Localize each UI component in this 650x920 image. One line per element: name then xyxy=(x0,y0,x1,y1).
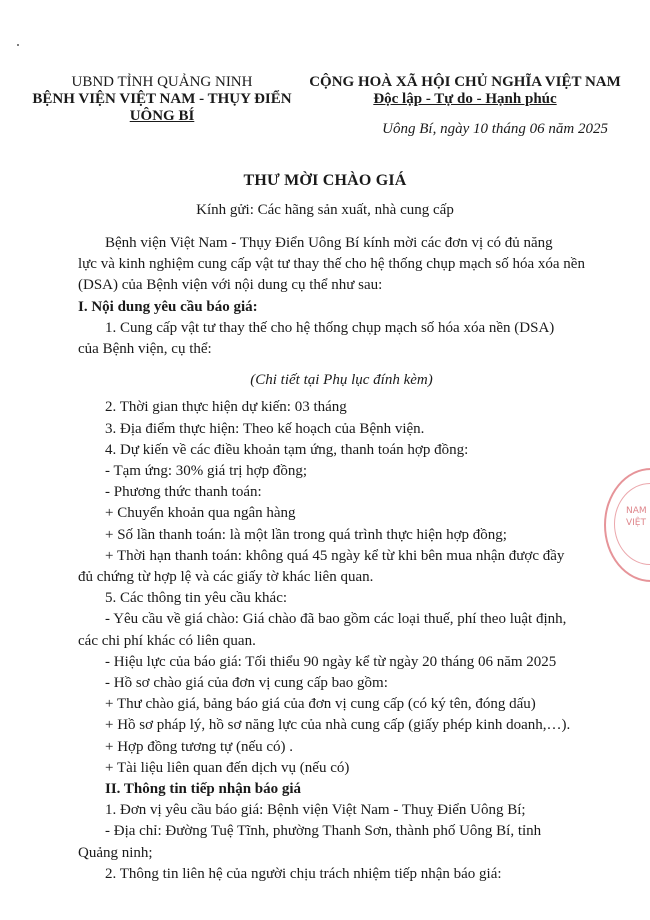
body-line: + Chuyển khoản qua ngân hàng xyxy=(105,505,296,522)
body-line: - Địa chỉ: Đường Tuệ Tĩnh, phường Thanh Sơn, thành phố Uông Bí, tỉnh xyxy=(105,823,542,840)
body-line: 2. Thông tin liên hệ của người chịu trách nhiệm tiếp nhận báo giá: xyxy=(105,865,502,882)
body-line: - Hiệu lực của báo giá: Tối thiểu 90 ngày kể từ ngày 20 tháng 06 năm 2025 xyxy=(105,653,557,670)
seal-lettering: NAM VIỆT xyxy=(626,506,647,528)
body-line: + Hồ sơ pháp lý, hồ sơ năng lực của nhà cung cấp (giấy phép kinh doanh,…). xyxy=(105,717,571,734)
header-left xyxy=(22,74,302,125)
issuing-authority: UBND TỈNH QUẢNG NINH xyxy=(71,74,253,90)
body-line: 2. Thời gian thực hiện dự kiến: 03 tháng xyxy=(105,399,347,416)
body-line: lực và kinh nghiệm cung cấp vật tư thay thế cho hệ thống chụp mạch số hóa xóa nền xyxy=(78,256,585,273)
national-motto: Độc lập - Tự do - Hạnh phúc xyxy=(373,91,557,107)
body-line: 4. Dự kiến về các điều khoản tạm ứng, thanh toán hợp đồng: xyxy=(105,441,469,458)
section-heading-2: II. Thông tin tiếp nhận báo giá xyxy=(105,781,302,798)
body-line: + Số lần thanh toán: là một lần trong quá trình thực hiện hợp đồng; xyxy=(105,526,507,543)
body-line: 3. Địa điểm thực hiện: Theo kế hoạch của Bệnh viện. xyxy=(105,420,425,437)
body-line: + Hợp đồng tương tự (nếu có) . xyxy=(105,738,294,755)
body-line: + Thư chào giá, bảng báo giá của đơn vị cung cấp (có ký tên, đóng dấu) xyxy=(105,696,536,713)
body-line: - Hồ sơ chào giá của đơn vị cung cấp bao gồm: xyxy=(105,675,388,692)
document-body xyxy=(78,233,605,885)
body-line: - Tạm ứng: 30% giá trị hợp đồng; xyxy=(105,463,308,480)
recipient-line: Kính gửi: Các hãng sản xuất, nhà cung cấp xyxy=(196,202,454,218)
document-date: Uông Bí, ngày 10 tháng 06 năm 2025 xyxy=(382,121,608,137)
body-line: của Bệnh viện, cụ thể: xyxy=(78,341,212,358)
national-title: CỘNG HOÀ XÃ HỘI CHỦ NGHĨA VIỆT NAM xyxy=(309,74,621,90)
body-line: - Phương thức thanh toán: xyxy=(105,484,262,501)
body-line: 5. Các thông tin yêu cầu khác: xyxy=(105,590,288,607)
section-heading-1: I. Nội dung yêu cầu báo giá: xyxy=(78,298,258,315)
hospital-name: BỆNH VIỆN VIỆT NAM - THỤY ĐIỂN xyxy=(32,91,292,107)
body-line: Quảng ninh; xyxy=(78,844,153,861)
body-line: (DSA) của Bệnh viện với nội dung cụ thể như sau: xyxy=(78,277,383,294)
hospital-name-line2: UÔNG BÍ xyxy=(129,108,195,124)
header-right xyxy=(300,74,630,108)
body-line: - Yêu cầu về giá chào: Giá chào đã bao gồm các loại thuế, phí theo luật định, xyxy=(105,611,567,628)
appendix-note: (Chi tiết tại Phụ lục đính kèm) xyxy=(250,372,433,389)
body-line: + Tài liệu liên quan đến dịch vụ (nếu có) xyxy=(105,759,350,776)
body-line: các chi phí khác có liên quan. xyxy=(78,632,256,649)
document-title: THƯ MỜI CHÀO GIÁ xyxy=(243,172,407,189)
body-line: đủ chứng từ hợp lệ và các giấy tờ khác liên quan. xyxy=(78,569,374,586)
body-line: 1. Cung cấp vật tư thay thế cho hệ thống chụp mạch số hóa xóa nền (DSA) xyxy=(105,319,555,336)
body-line: + Thời hạn thanh toán: không quá 45 ngày kể từ khi bên mua nhận được đầy xyxy=(105,547,565,564)
body-line: 1. Đơn vị yêu cầu báo giá: Bệnh viện Việt Nam - Thuỵ Điển Uông Bí; xyxy=(105,802,526,819)
scan-speck xyxy=(17,44,19,46)
body-line: Bệnh viện Việt Nam - Thụy Điển Uông Bí kính mời các đơn vị có đủ năng xyxy=(105,235,553,251)
